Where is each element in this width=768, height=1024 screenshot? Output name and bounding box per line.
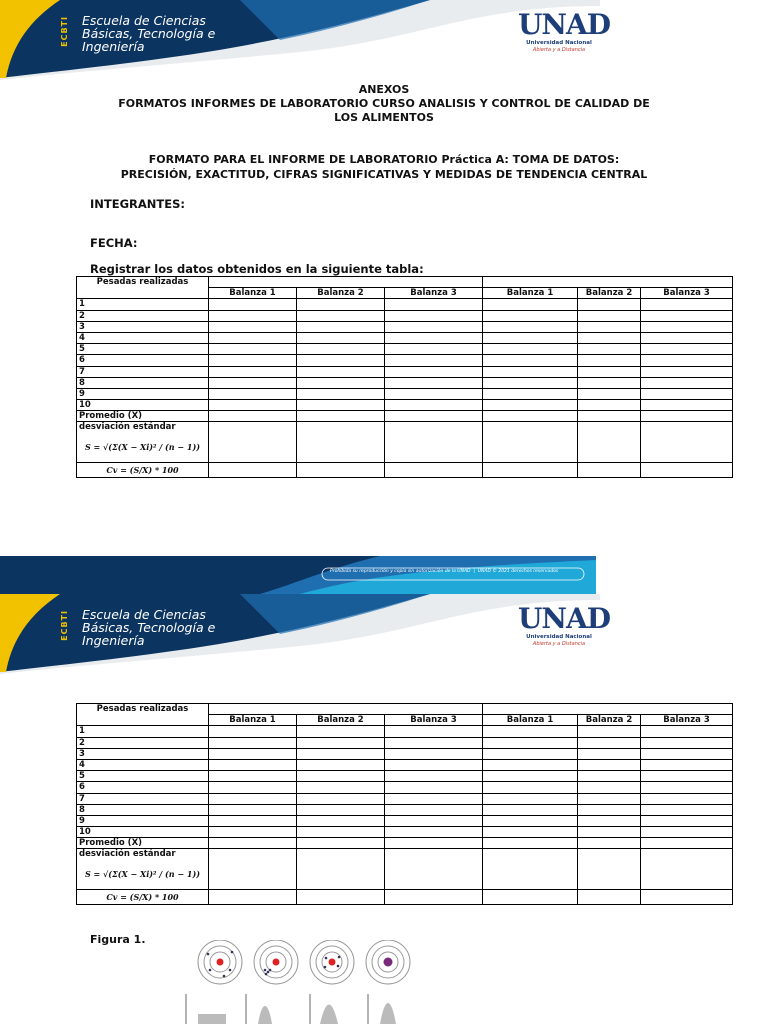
- corner-header: Pesadas realizadas: [77, 704, 209, 726]
- group-header-2: [483, 704, 733, 715]
- promedio-label: Promedio (X): [77, 411, 209, 422]
- data-cell[interactable]: [297, 299, 385, 310]
- row-label: 8: [77, 804, 209, 815]
- data-cell[interactable]: [641, 726, 733, 737]
- promedio-row: [77, 411, 733, 422]
- data-cell[interactable]: [641, 838, 733, 849]
- column-header: Balanza 3: [641, 715, 733, 726]
- table-row: [77, 332, 733, 343]
- data-cell[interactable]: [385, 793, 483, 804]
- data-cell[interactable]: [209, 849, 297, 890]
- table-row: [77, 793, 733, 804]
- data-cell[interactable]: [385, 355, 483, 366]
- header-row-top: [77, 277, 733, 288]
- data-cell[interactable]: [297, 355, 385, 366]
- data-cell[interactable]: [297, 737, 385, 748]
- column-header: Balanza 1: [209, 715, 297, 726]
- data-cell[interactable]: [297, 366, 385, 377]
- row-label: 6: [77, 782, 209, 793]
- distribution-curves: [198, 1003, 396, 1024]
- desviacion-label: desviación estándar: [79, 849, 176, 860]
- data-cell[interactable]: [297, 463, 385, 478]
- integrantes-label: INTEGRANTES:: [90, 197, 186, 211]
- data-cell[interactable]: [578, 849, 641, 890]
- data-cell[interactable]: [483, 463, 578, 478]
- data-cell[interactable]: [641, 411, 733, 422]
- unad-logo: [518, 8, 611, 53]
- data-cell[interactable]: [297, 400, 385, 411]
- promedio-row: [77, 838, 733, 849]
- data-cell[interactable]: [483, 400, 578, 411]
- data-cell[interactable]: [385, 310, 483, 321]
- data-cell[interactable]: [483, 344, 578, 355]
- data-cell[interactable]: [578, 771, 641, 782]
- unad-logo-sub2: Abierta y a Distancia: [532, 47, 586, 53]
- data-cell[interactable]: [209, 804, 297, 815]
- data-cell[interactable]: [385, 332, 483, 343]
- data-cell[interactable]: [641, 890, 733, 905]
- column-header: Balanza 3: [385, 288, 483, 299]
- data-cell[interactable]: [578, 388, 641, 399]
- data-cell[interactable]: [385, 815, 483, 826]
- data-cell[interactable]: [578, 411, 641, 422]
- data-cell[interactable]: [297, 759, 385, 770]
- cv-row: [77, 463, 733, 478]
- data-cell[interactable]: [483, 377, 578, 388]
- data-cell[interactable]: [297, 344, 385, 355]
- table-row: [77, 726, 733, 737]
- data-cell[interactable]: [209, 748, 297, 759]
- data-cell[interactable]: [209, 782, 297, 793]
- table-row: [77, 827, 733, 838]
- data-cell[interactable]: [641, 388, 733, 399]
- data-cell[interactable]: [641, 827, 733, 838]
- data-cell[interactable]: [209, 726, 297, 737]
- footer-copyright: UNAD © 2021 derechos reservados: [477, 569, 559, 574]
- desviacion-label: desviación estándar: [79, 422, 176, 433]
- data-cell[interactable]: [578, 400, 641, 411]
- row-label: 6: [77, 355, 209, 366]
- data-cell[interactable]: [578, 759, 641, 770]
- data-cell[interactable]: [578, 310, 641, 321]
- ecbti-label: ECBTI: [60, 16, 69, 47]
- data-cell[interactable]: [385, 782, 483, 793]
- data-cell[interactable]: [385, 748, 483, 759]
- table-row: [77, 804, 733, 815]
- data-cell[interactable]: [209, 321, 297, 332]
- data-cell[interactable]: [209, 771, 297, 782]
- formula-cv: Cv = (S/X) * 100: [77, 890, 209, 905]
- data-cell[interactable]: [578, 793, 641, 804]
- data-cell[interactable]: [578, 366, 641, 377]
- data-cell[interactable]: [385, 771, 483, 782]
- data-cell[interactable]: [578, 332, 641, 343]
- table-row: [77, 400, 733, 411]
- school-line-2: Básicas, Tecnología e: [82, 620, 216, 635]
- footer-notice: Prohibida su reproducción y copia sin autorización de la UNAD: [330, 569, 471, 574]
- desviacion-cell: [77, 422, 209, 463]
- column-header: Balanza 1: [209, 288, 297, 299]
- row-label: 10: [77, 827, 209, 838]
- column-header: Balanza 1: [483, 715, 578, 726]
- data-cell[interactable]: [209, 366, 297, 377]
- data-cell[interactable]: [641, 804, 733, 815]
- data-cell[interactable]: [209, 411, 297, 422]
- formula-cv: Cv = (S/X) * 100: [77, 463, 209, 478]
- data-cell[interactable]: [578, 782, 641, 793]
- data-cell[interactable]: [209, 463, 297, 478]
- data-cell[interactable]: [641, 463, 733, 478]
- data-cell[interactable]: [385, 299, 483, 310]
- registrar-label: Registrar los datos obtenidos en la siguiente tabla:: [90, 262, 424, 276]
- data-cell[interactable]: [483, 299, 578, 310]
- data-cell[interactable]: [385, 759, 483, 770]
- row-label: 5: [77, 344, 209, 355]
- data-cell[interactable]: [641, 299, 733, 310]
- table-row: [77, 737, 733, 748]
- data-cell[interactable]: [483, 748, 578, 759]
- corner-header: Pesadas realizadas: [77, 277, 209, 299]
- data-cell[interactable]: [641, 422, 733, 463]
- data-cell[interactable]: [578, 748, 641, 759]
- table-row: [77, 759, 733, 770]
- column-header: Balanza 2: [297, 715, 385, 726]
- data-cell[interactable]: [483, 422, 578, 463]
- data-cell[interactable]: [209, 838, 297, 849]
- table-row: [77, 321, 733, 332]
- data-cell[interactable]: [483, 737, 578, 748]
- data-cell[interactable]: [297, 411, 385, 422]
- row-label: 8: [77, 377, 209, 388]
- data-cell[interactable]: [297, 849, 385, 890]
- data-cell[interactable]: [385, 366, 483, 377]
- unad-logo-2: [518, 602, 611, 647]
- table-row: [77, 355, 733, 366]
- column-header: Balanza 3: [641, 288, 733, 299]
- row-label: 2: [77, 737, 209, 748]
- data-cell[interactable]: [297, 771, 385, 782]
- data-cell[interactable]: [483, 849, 578, 890]
- data-cell[interactable]: [385, 400, 483, 411]
- data-cell[interactable]: [578, 422, 641, 463]
- data-cell[interactable]: [483, 366, 578, 377]
- data-cell[interactable]: [385, 411, 483, 422]
- data-cell[interactable]: [483, 890, 578, 905]
- data-cell[interactable]: [209, 355, 297, 366]
- row-label: 5: [77, 771, 209, 782]
- data-cell[interactable]: [385, 422, 483, 463]
- data-cell[interactable]: [641, 748, 733, 759]
- column-header: Balanza 2: [297, 288, 385, 299]
- school-line-2: Básicas, Tecnología e: [82, 26, 216, 41]
- data-cell[interactable]: [297, 321, 385, 332]
- data-cell[interactable]: [297, 377, 385, 388]
- unad-logo-wordmark: UNAD: [518, 602, 611, 635]
- row-label: 10: [77, 400, 209, 411]
- data-cell[interactable]: [578, 737, 641, 748]
- data-cell[interactable]: [297, 890, 385, 905]
- data-cell[interactable]: [385, 737, 483, 748]
- data-cell[interactable]: [578, 377, 641, 388]
- unad-logo-sub2: Abierta y a Distancia: [532, 641, 586, 647]
- row-label: 9: [77, 815, 209, 826]
- figure-label: Figura 1.: [90, 933, 146, 946]
- data-cell[interactable]: [385, 463, 483, 478]
- data-cell[interactable]: [385, 388, 483, 399]
- data-cell[interactable]: [641, 400, 733, 411]
- data-cell[interactable]: [209, 422, 297, 463]
- desviacion-row: [77, 849, 733, 890]
- data-cell[interactable]: [297, 804, 385, 815]
- group-header-1: [209, 277, 483, 288]
- data-cell[interactable]: [578, 815, 641, 826]
- data-cell[interactable]: [209, 759, 297, 770]
- data-cell[interactable]: [385, 804, 483, 815]
- data-cell[interactable]: [641, 737, 733, 748]
- data-cell[interactable]: [385, 377, 483, 388]
- row-label: 3: [77, 321, 209, 332]
- school-line-3: Ingeniería: [82, 633, 145, 648]
- data-cell[interactable]: [385, 827, 483, 838]
- data-cell[interactable]: [483, 355, 578, 366]
- subtitle-line-1: FORMATO PARA EL INFORME DE LABORATORIO Práctica A: TOMA DE DATOS:: [148, 153, 620, 166]
- data-cell[interactable]: [297, 838, 385, 849]
- data-cell[interactable]: [578, 344, 641, 355]
- desviacion-cell: [77, 849, 209, 890]
- row-label: 4: [77, 759, 209, 770]
- data-cell[interactable]: [297, 726, 385, 737]
- data-cell[interactable]: [578, 299, 641, 310]
- table-row: [77, 310, 733, 321]
- school-line-3: Ingeniería: [82, 39, 145, 54]
- table-row: [77, 377, 733, 388]
- table-row: [77, 366, 733, 377]
- title-anexos: ANEXOS: [358, 83, 410, 96]
- data-cell[interactable]: [297, 827, 385, 838]
- column-header: Balanza 3: [385, 715, 483, 726]
- promedio-label: Promedio (X): [77, 838, 209, 849]
- data-cell[interactable]: [483, 793, 578, 804]
- data-cell[interactable]: [385, 838, 483, 849]
- data-cell[interactable]: [578, 321, 641, 332]
- data-cell[interactable]: [385, 321, 483, 332]
- unad-logo-sub1: Universidad Nacional: [526, 40, 592, 46]
- data-cell[interactable]: [641, 321, 733, 332]
- data-cell[interactable]: [385, 849, 483, 890]
- table-row: [77, 748, 733, 759]
- row-label: 4: [77, 332, 209, 343]
- data-cell[interactable]: [385, 344, 483, 355]
- data-cell[interactable]: [209, 310, 297, 321]
- data-cell[interactable]: [641, 310, 733, 321]
- data-cell[interactable]: [209, 815, 297, 826]
- column-header: Balanza 1: [483, 288, 578, 299]
- data-cell[interactable]: [209, 299, 297, 310]
- row-label: 1: [77, 726, 209, 737]
- header-row-top: [77, 704, 733, 715]
- data-cell[interactable]: [641, 759, 733, 770]
- table-row: [77, 388, 733, 399]
- data-cell[interactable]: [483, 332, 578, 343]
- unad-logo-wordmark: UNAD: [518, 8, 611, 41]
- data-cell[interactable]: [209, 890, 297, 905]
- row-label: 7: [77, 793, 209, 804]
- data-cell[interactable]: [483, 310, 578, 321]
- school-line-1: Escuela de Ciencias: [82, 607, 206, 622]
- data-cell[interactable]: [483, 815, 578, 826]
- data-cell[interactable]: [209, 400, 297, 411]
- row-label: 9: [77, 388, 209, 399]
- data-cell[interactable]: [209, 737, 297, 748]
- data-cell[interactable]: [209, 377, 297, 388]
- data-cell[interactable]: [209, 827, 297, 838]
- data-cell[interactable]: [578, 355, 641, 366]
- target-3: [310, 940, 354, 984]
- data-cell[interactable]: [578, 838, 641, 849]
- data-cell[interactable]: [578, 804, 641, 815]
- data-cell[interactable]: [297, 748, 385, 759]
- group-header-1: [209, 704, 483, 715]
- target-2: [254, 940, 298, 984]
- data-cell[interactable]: [297, 388, 385, 399]
- column-header: Balanza 2: [578, 288, 641, 299]
- data-cell[interactable]: [297, 793, 385, 804]
- data-cell[interactable]: [297, 422, 385, 463]
- data-cell[interactable]: [297, 310, 385, 321]
- formula-s: S = √(Σ(X − Xi)² / (n − 1)): [84, 869, 201, 880]
- data-cell[interactable]: [641, 771, 733, 782]
- table-row: [77, 815, 733, 826]
- data-cell[interactable]: [483, 804, 578, 815]
- column-header: Balanza 2: [578, 715, 641, 726]
- data-cell[interactable]: [209, 793, 297, 804]
- data-cell[interactable]: [641, 793, 733, 804]
- fecha-label: FECHA:: [90, 236, 138, 250]
- data-cell[interactable]: [641, 815, 733, 826]
- formula-s: S = √(Σ(X − Xi)² / (n − 1)): [84, 442, 201, 453]
- ecbti-label-2: ECBTI: [60, 610, 69, 641]
- table-row: [77, 782, 733, 793]
- target-4: [366, 940, 410, 984]
- target-1: [198, 940, 242, 984]
- data-cell[interactable]: [483, 388, 578, 399]
- data-cell[interactable]: [209, 332, 297, 343]
- data-cell[interactable]: [209, 344, 297, 355]
- data-cell[interactable]: [578, 890, 641, 905]
- group-header-2: [483, 277, 733, 288]
- data-cell[interactable]: [297, 332, 385, 343]
- row-label: 7: [77, 366, 209, 377]
- data-cell[interactable]: [641, 366, 733, 377]
- precision-accuracy-figure: [180, 940, 420, 1024]
- school-name-2: [82, 608, 215, 647]
- data-table-2: [76, 703, 733, 905]
- data-cell[interactable]: [641, 849, 733, 890]
- data-cell[interactable]: [483, 771, 578, 782]
- row-label: 1: [77, 299, 209, 310]
- row-label: 3: [77, 748, 209, 759]
- footer-text: Prohibida su reproducción y copia sin autorización de la UNAD | UNAD © 2021 derechos reservados: [330, 569, 559, 574]
- page-header-1: [0, 0, 611, 80]
- subtitle-line-2: PRECISIÓN, EXACTITUD, CIFRAS SIGNIFICATIVAS Y MEDIDAS DE TENDENCIA CENTRAL: [120, 168, 648, 181]
- data-cell[interactable]: [209, 388, 297, 399]
- school-name: [82, 14, 215, 53]
- data-cell[interactable]: [483, 726, 578, 737]
- data-cell[interactable]: [297, 815, 385, 826]
- data-cell[interactable]: [641, 377, 733, 388]
- data-cell[interactable]: [578, 726, 641, 737]
- table-row: [77, 771, 733, 782]
- school-line-1: Escuela de Ciencias: [82, 13, 206, 28]
- data-cell[interactable]: [641, 782, 733, 793]
- unad-logo-sub1: Universidad Nacional: [526, 634, 592, 640]
- data-cell[interactable]: [483, 321, 578, 332]
- data-cell[interactable]: [578, 827, 641, 838]
- desviacion-row: [77, 422, 733, 463]
- data-cell[interactable]: [385, 890, 483, 905]
- data-cell[interactable]: [483, 759, 578, 770]
- row-label: 2: [77, 310, 209, 321]
- data-cell[interactable]: [483, 411, 578, 422]
- data-cell[interactable]: [641, 344, 733, 355]
- data-cell[interactable]: [641, 355, 733, 366]
- data-cell[interactable]: [483, 827, 578, 838]
- title-line-3: LOS ALIMENTOS: [334, 111, 434, 124]
- data-cell[interactable]: [641, 332, 733, 343]
- data-cell[interactable]: [483, 838, 578, 849]
- table-row: [77, 344, 733, 355]
- data-cell[interactable]: [578, 463, 641, 478]
- data-cell[interactable]: [483, 782, 578, 793]
- data-cell[interactable]: [385, 726, 483, 737]
- cv-row: [77, 890, 733, 905]
- page-header-2: [0, 594, 611, 674]
- title-line-2: FORMATOS INFORMES DE LABORATORIO CURSO ANALISIS Y CONTROL DE CALIDAD DE: [118, 97, 650, 110]
- data-table-1: [76, 276, 733, 478]
- table-row: [77, 299, 733, 310]
- data-cell[interactable]: [297, 782, 385, 793]
